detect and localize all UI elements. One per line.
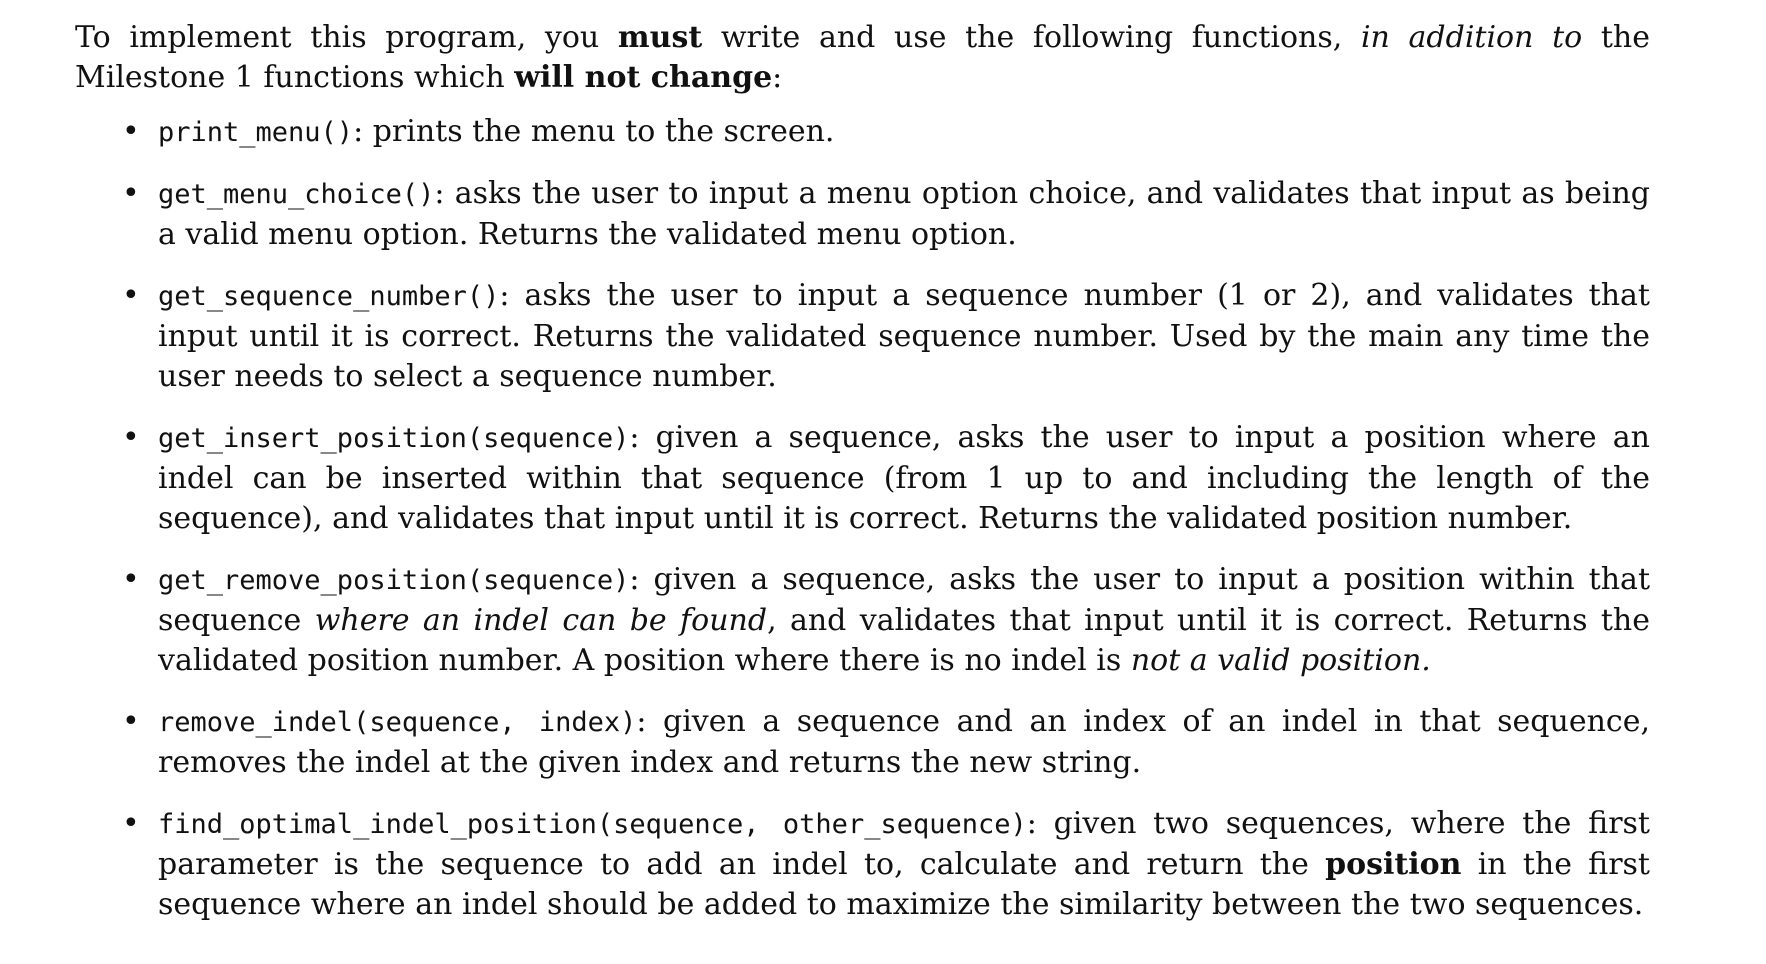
function-description-strong: position xyxy=(1325,847,1462,882)
intro-text-4: : xyxy=(772,60,783,95)
function-item-find-optimal-indel-position xyxy=(122,804,1650,925)
intro-text-1: To implement this program, you xyxy=(75,20,618,55)
function-signature: get_insert_position(sequence) xyxy=(158,423,630,454)
function-description-emphasis: where an indel can be found xyxy=(314,603,768,638)
function-item-remove-indel xyxy=(122,702,1650,783)
function-description: : given two sequences, where the first parameter is the sequence to add an indel to, calculate and return the xyxy=(158,806,1650,882)
function-signature: print_menu() xyxy=(158,117,354,148)
function-description: : prints the menu to the screen. xyxy=(353,114,835,149)
bullet-icon: • xyxy=(122,278,140,313)
intro-emphasis-will-not-change: will not change xyxy=(514,60,773,95)
function-description-emphasis: not a valid position. xyxy=(1130,643,1431,678)
intro-emphasis-in-addition-to: in addition to xyxy=(1360,20,1583,55)
function-signature: get_remove_position(sequence) xyxy=(158,565,630,596)
function-description: : asks the user to input a menu option choice, and validates that input as being a valid menu option. Returns the validated menu option. xyxy=(158,176,1650,252)
intro-emphasis-must: must xyxy=(617,20,703,55)
function-description: : given a sequence and an index of an indel in that sequence, removes the indel at the given index and returns the new string. xyxy=(158,704,1650,780)
function-signature: get_sequence_number() xyxy=(158,281,500,312)
function-description: : given a sequence, asks the user to input a position within that sequence xyxy=(158,562,1650,638)
bullet-icon: • xyxy=(122,176,140,211)
function-item-get-remove-position xyxy=(122,560,1651,681)
function-item-print-menu xyxy=(122,112,1650,153)
function-description-continued: , and validates that input until it is correct. Returns the validated position number. A position where there is no indel is xyxy=(158,603,1651,678)
bullet-icon: • xyxy=(122,806,140,841)
intro-text-3: the Milestone 1 functions which xyxy=(75,20,1651,95)
bullet-icon: • xyxy=(122,420,140,455)
function-signature: remove_indel(sequence, index) xyxy=(158,707,637,738)
function-item-get-menu-choice xyxy=(122,174,1650,255)
bullet-icon: • xyxy=(122,562,140,597)
function-description-continued: in the first sequence where an indel should be added to maximize the similarity between the two sequences. xyxy=(158,847,1650,922)
function-description: : given a sequence, asks the user to input a position where an indel can be inserted within that sequence (from 1 up to and including the length of the sequence), and validates that input until it is correct. Returns the validated position number. xyxy=(158,420,1650,536)
intro-paragraph xyxy=(75,18,1650,98)
function-description: : asks the user to input a sequence number (1 or 2), and validates that input until it is correct. Returns the validated sequence number. Used by the main any time the user needs to select a sequence number. xyxy=(158,278,1650,394)
bullet-icon: • xyxy=(122,114,140,149)
function-item-get-insert-position xyxy=(122,418,1650,539)
intro-text-2: write and use the following functions, xyxy=(702,20,1361,55)
function-signature: get_menu_choice() xyxy=(158,179,435,210)
document-page xyxy=(75,18,1650,946)
function-signature: find_optimal_indel_position(sequence, other_sequence) xyxy=(158,809,1027,840)
function-list xyxy=(75,112,1650,925)
function-item-get-sequence-number xyxy=(122,276,1650,397)
bullet-icon: • xyxy=(122,704,140,739)
